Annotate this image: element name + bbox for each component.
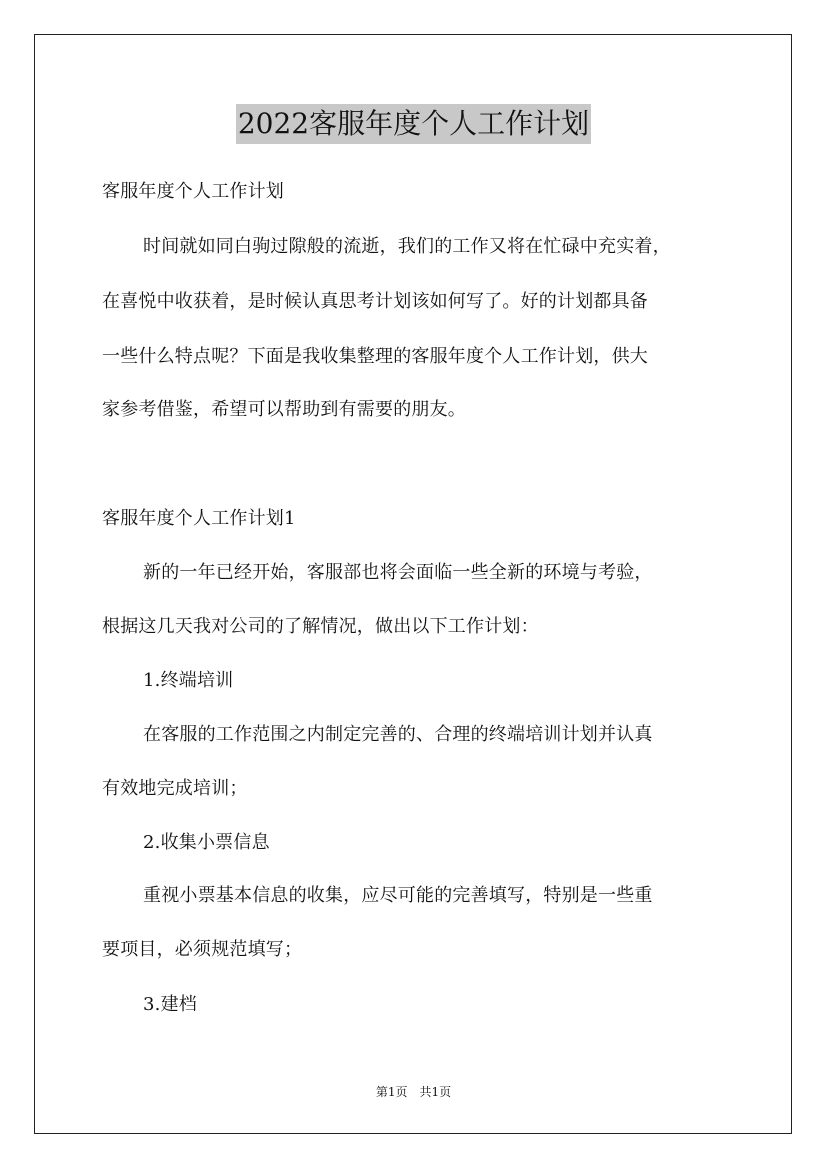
- list-heading: 1.终端培训: [143, 670, 234, 691]
- paragraph-line: 要项目，必须规范填写；: [102, 939, 303, 960]
- title-container: [0, 104, 827, 144]
- paragraph-line: 时间就如同白驹过隙般的流逝，我们的工作又将在忙碌中充实着，: [143, 236, 671, 257]
- paragraph-line: 重视小票基本信息的收集，应尽可能的完善填写，特别是一些重: [143, 885, 653, 906]
- list-heading: 3.建档: [143, 994, 197, 1015]
- section-heading: 客服年度个人工作计划: [102, 181, 284, 202]
- page-footer: 第1页 共1页: [375, 1085, 452, 1099]
- paragraph-line: 新的一年已经开始，客服部也将会面临一些全新的环境与考验，: [143, 562, 653, 583]
- paragraph-line: 家参考借鉴，希望可以帮助到有需要的朋友。: [102, 399, 466, 420]
- paragraph-line: 根据这几天我对公司的了解情况，做出以下工作计划：: [102, 616, 539, 637]
- list-heading: 2.收集小票信息: [143, 832, 270, 853]
- paragraph-line: 在客服的工作范围之内制定完善的、合理的终端培训计划并认真: [143, 724, 653, 745]
- paragraph-line: 在喜悦中收获着，是时候认真思考计划该如何写了。好的计划都具备: [102, 291, 648, 312]
- document-title: 2022客服年度个人工作计划: [236, 104, 591, 144]
- paragraph-line: 有效地完成培训；: [102, 778, 248, 799]
- section-heading: 客服年度个人工作计划1: [102, 508, 296, 529]
- paragraph-line: 一些什么特点呢？下面是我收集整理的客服年度个人工作计划，供大: [102, 346, 648, 367]
